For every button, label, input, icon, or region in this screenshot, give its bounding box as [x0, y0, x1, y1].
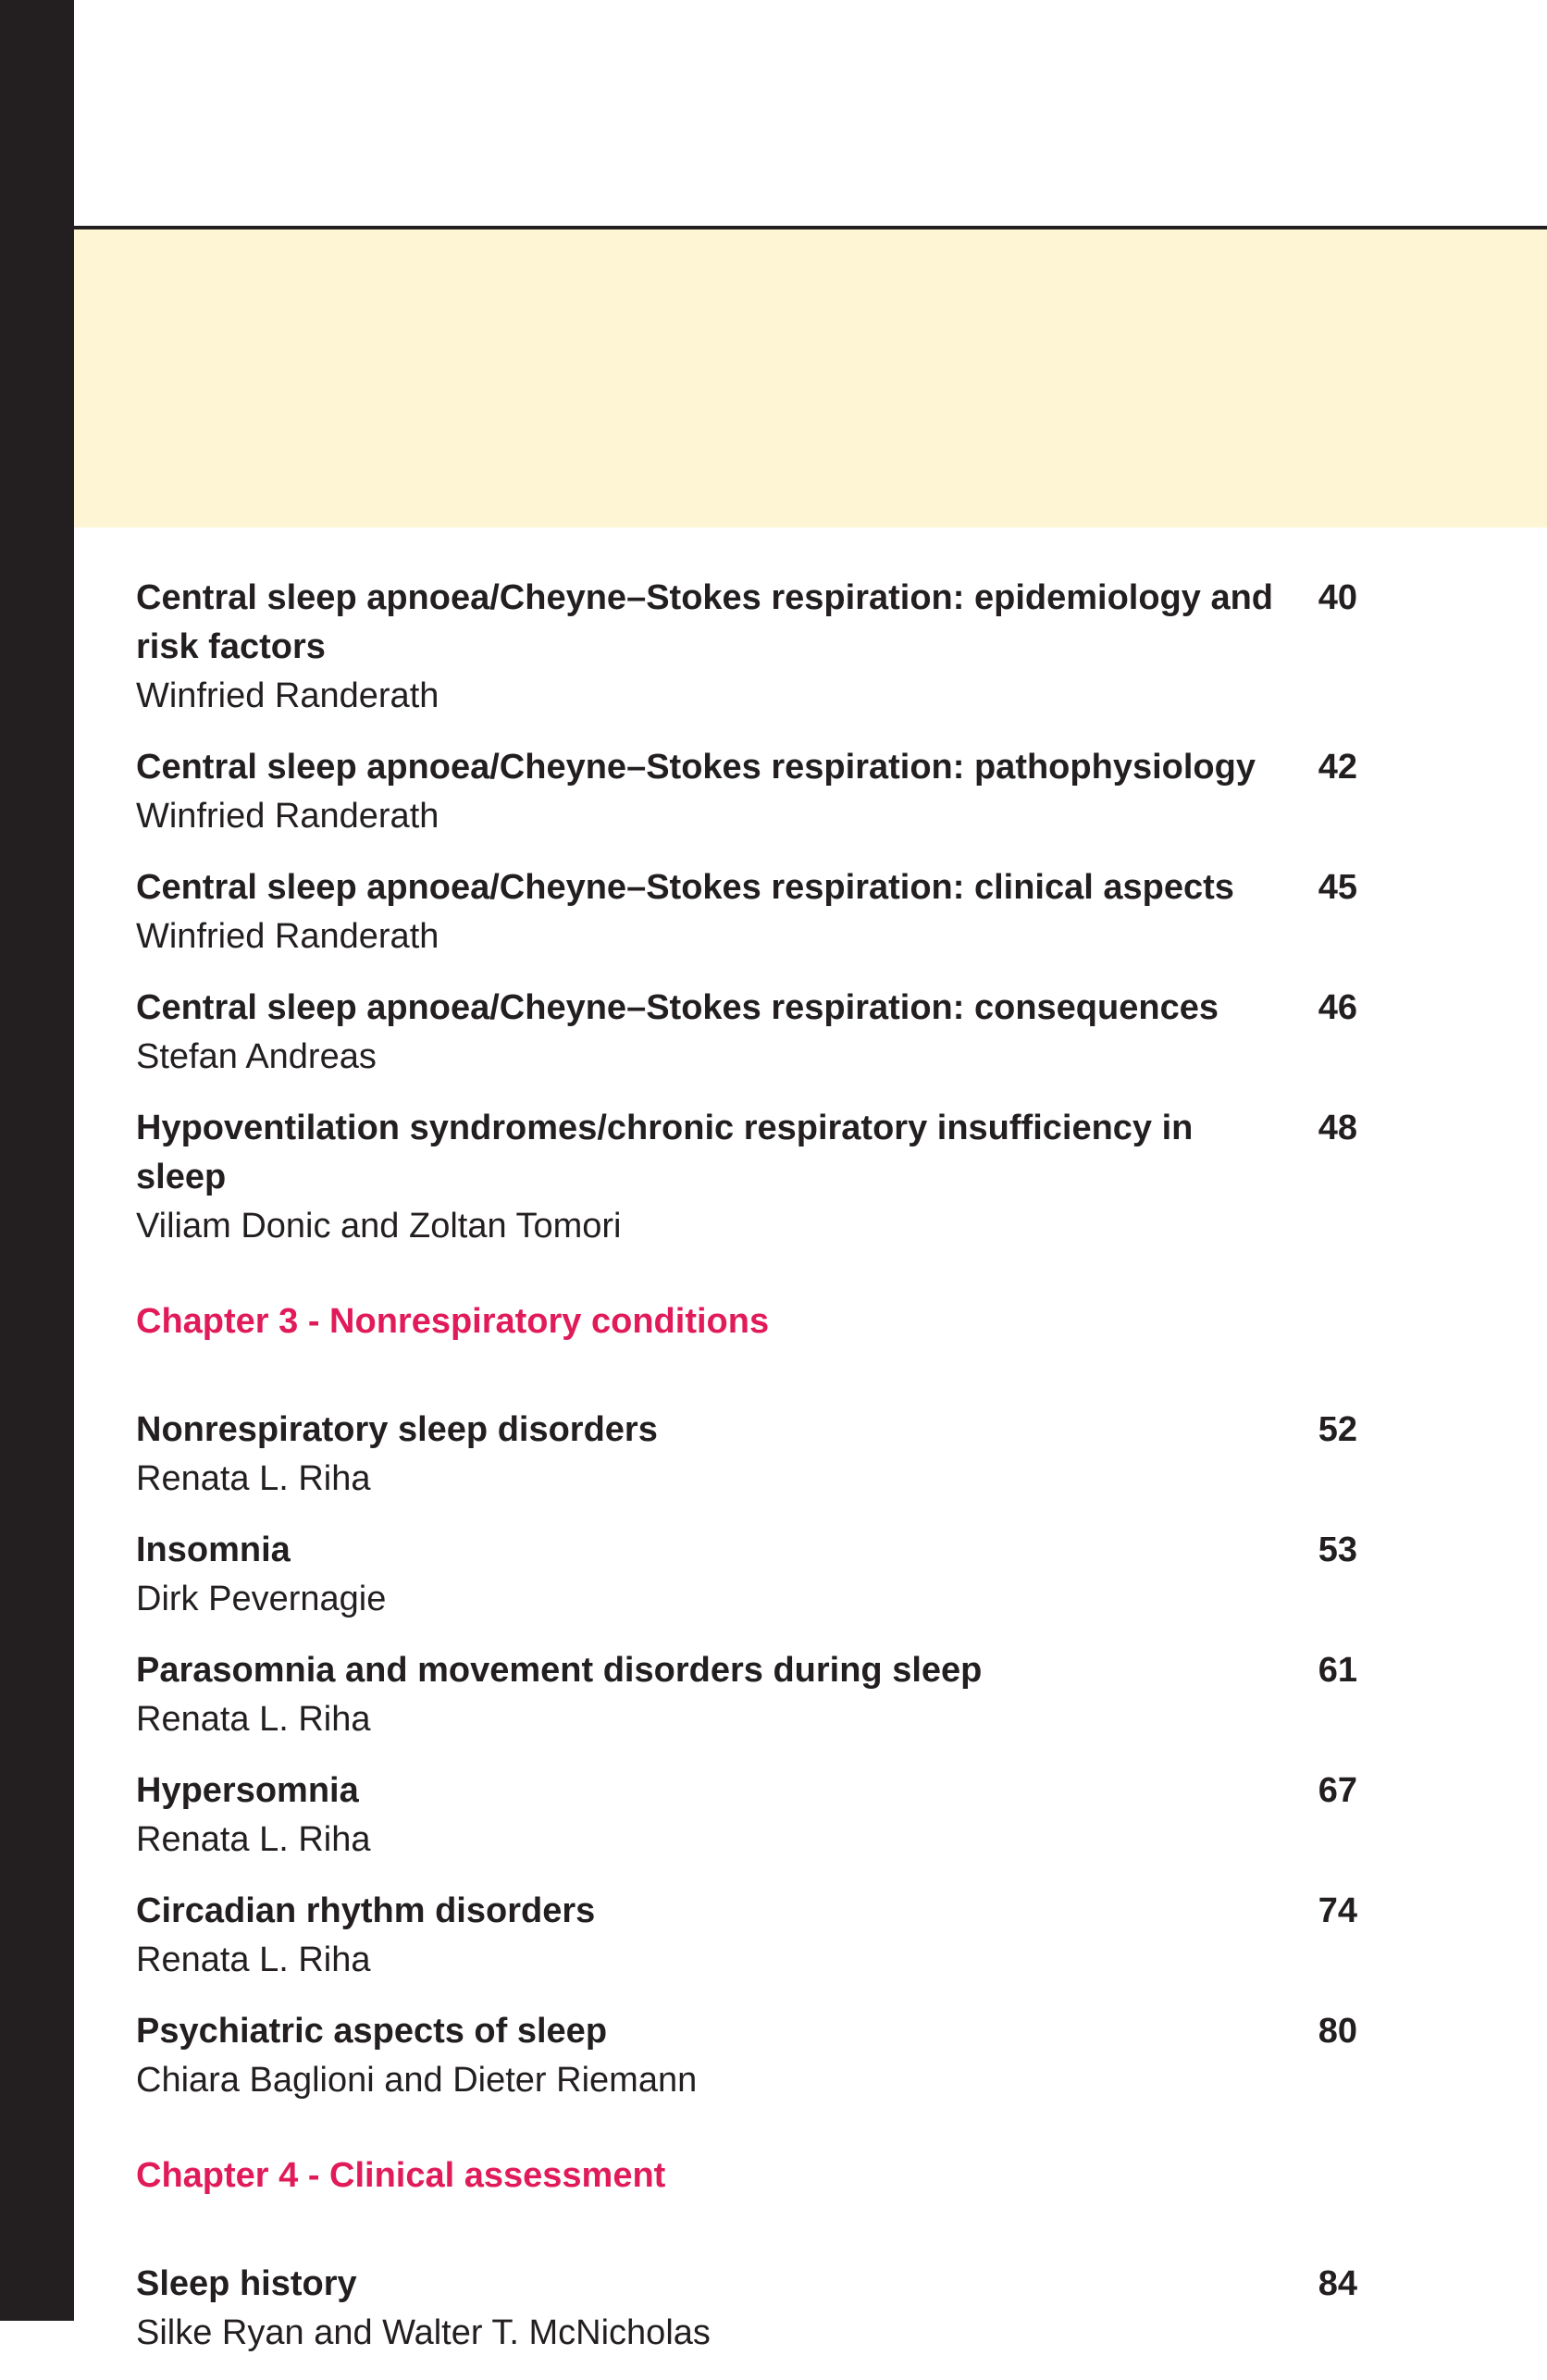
- toc-entry[interactable]: [136, 1406, 1357, 1504]
- toc-entry[interactable]: [136, 1887, 1357, 1985]
- entry-title: Central sleep apnoea/Cheyne–Stokes respiration: pathophysiology: [136, 748, 1256, 787]
- entry-title: Central sleep apnoea/Cheyne–Stokes respiration: clinical aspects: [136, 868, 1234, 907]
- table-of-contents: [136, 574, 1357, 2380]
- entry-author: Silke Ryan and Walter T. McNicholas: [136, 2313, 711, 2352]
- chapter-heading[interactable]: Chapter 3 - Nonrespiratory conditions: [136, 1302, 770, 1341]
- entry-author: Renata L. Riha: [136, 1459, 371, 1498]
- entry-title: Hypoventilation syndromes/chronic respiratory insufficiency in sleep: [136, 1109, 1194, 1196]
- entry-page-number: 61: [1318, 1651, 1357, 1690]
- toc-entry[interactable]: [136, 2007, 1357, 2105]
- entry-title: Nonrespiratory sleep disorders: [136, 1410, 658, 1449]
- entry-author: Renata L. Riha: [136, 1700, 371, 1739]
- entry-author: Winfried Randerath: [136, 917, 439, 956]
- entry-author: Winfried Randerath: [136, 676, 439, 715]
- toc-entry[interactable]: [136, 574, 1357, 721]
- chapter-heading[interactable]: Chapter 4 - Clinical assessment: [136, 2156, 666, 2195]
- toc-entry[interactable]: [136, 1766, 1357, 1865]
- entry-author: Renata L. Riha: [136, 1820, 371, 1859]
- toc-entry[interactable]: [136, 2260, 1357, 2358]
- entry-page-number: 80: [1318, 2012, 1357, 2051]
- toc-entry[interactable]: [136, 1104, 1357, 1251]
- entry-title: Parasomnia and movement disorders during sleep: [136, 1651, 983, 1690]
- entry-page-number: 46: [1318, 988, 1357, 1027]
- entry-page-number: 84: [1318, 2264, 1357, 2303]
- entry-page-number: 40: [1318, 578, 1357, 617]
- toc-entry[interactable]: [136, 743, 1357, 841]
- entry-page-number: 45: [1318, 868, 1357, 907]
- entry-page-number: 42: [1318, 748, 1357, 787]
- entry-title: Circadian rhythm disorders: [136, 1891, 596, 1930]
- entry-title: Sleep history: [136, 2264, 357, 2303]
- entry-page-number: 52: [1318, 1410, 1357, 1449]
- toc-entry[interactable]: [136, 984, 1357, 1082]
- entry-title: Hypersomnia: [136, 1771, 359, 1810]
- entry-page-number: 67: [1318, 1771, 1357, 1810]
- entry-author: Renata L. Riha: [136, 1940, 371, 1979]
- entry-page-number: 48: [1318, 1109, 1357, 1147]
- left-sidebar-bar: [0, 0, 74, 2321]
- toc-entry[interactable]: [136, 1526, 1357, 1624]
- entry-title: Central sleep apnoea/Cheyne–Stokes respiration: epidemiology and risk factors: [136, 578, 1274, 666]
- toc-entry[interactable]: [136, 863, 1357, 961]
- entry-author: Viliam Donic and Zoltan Tomori: [136, 1207, 622, 1246]
- entry-title: Insomnia: [136, 1531, 291, 1569]
- entry-title: Psychiatric aspects of sleep: [136, 2012, 608, 2051]
- header-band: [74, 229, 1547, 527]
- entry-author: Winfried Randerath: [136, 797, 439, 836]
- entry-title: Central sleep apnoea/Cheyne–Stokes respiration: consequences: [136, 988, 1219, 1027]
- entry-page-number: 74: [1318, 1891, 1357, 1930]
- toc-entry[interactable]: [136, 1646, 1357, 1744]
- entry-page-number: 53: [1318, 1531, 1357, 1569]
- entry-author: Stefan Andreas: [136, 1037, 377, 1076]
- entry-author: Dirk Pevernagie: [136, 1580, 387, 1618]
- entry-author: Chiara Baglioni and Dieter Riemann: [136, 2061, 698, 2100]
